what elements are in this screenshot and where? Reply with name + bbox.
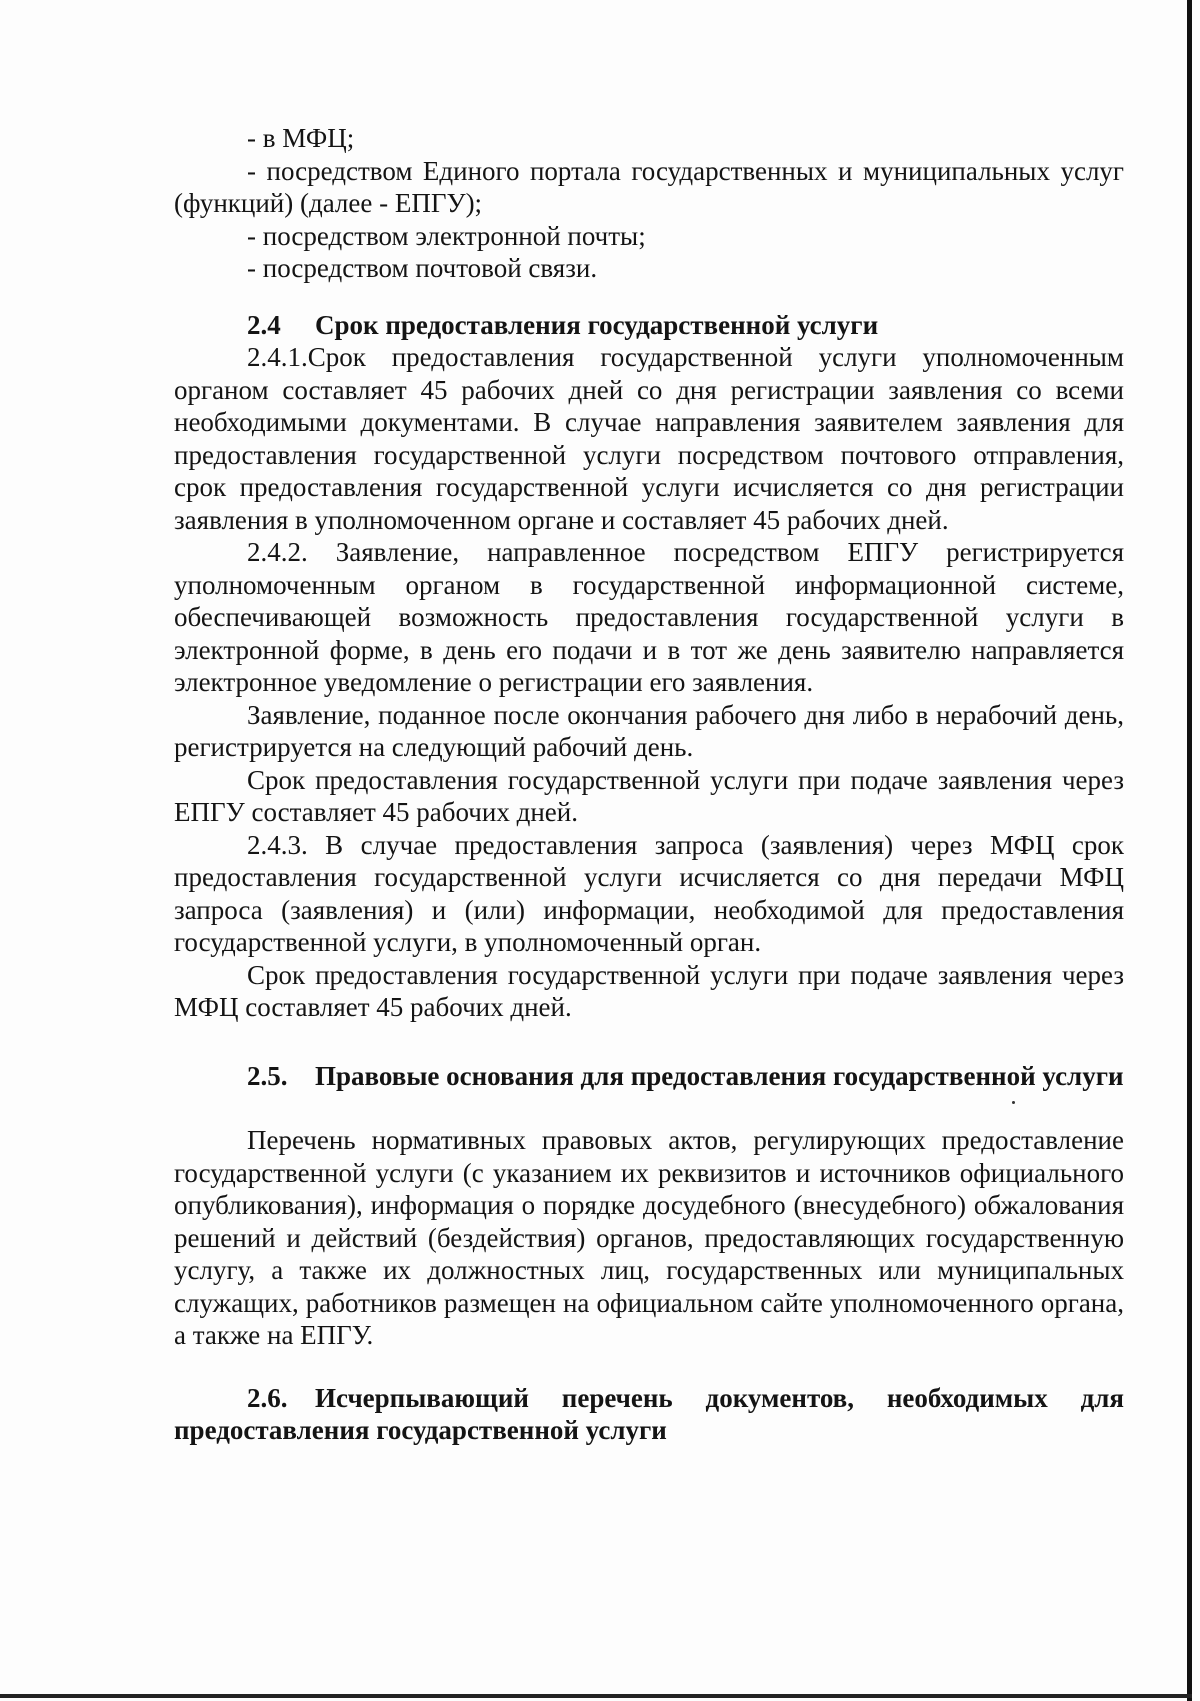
paragraph: 2.4.3. В случае предоставления запроса (заявления) через МФЦ срок предоставления государственной услуги исчисляется со дня передачи МФЦ запроса (заявления) и (или) информации, необходимой для предоставления государственной услуги, в уполномоченный орган. <box>174 829 1124 957</box>
section-title: Исчерпывающий перечень документов, необходимых для предоставления государственной услуги <box>174 1382 1124 1445</box>
section-heading-2-4 <box>174 309 1124 342</box>
section-heading-2-6 <box>174 1382 1124 1447</box>
paragraph: Заявление, поданное после окончания рабочего дня либо в нерабочий день, регистрируется на следующий рабочий день. <box>174 699 1124 762</box>
section-number: 2.5. <box>247 1060 288 1091</box>
section-title: Срок предоставления государственной услуги <box>315 309 879 340</box>
list-item: - посредством электронной почты; <box>247 220 646 251</box>
list-item: - в МФЦ; <box>247 123 355 153</box>
document-body <box>174 122 1124 1447</box>
list-item: - посредством почтовой связи. <box>247 253 598 283</box>
paragraph: Срок предоставления государственной услуги при подаче заявления через ЕПГУ составляет 45 рабочих дней. <box>174 764 1124 827</box>
scan-edge-bottom <box>0 1694 1192 1698</box>
paragraph: 2.4.2. Заявление, направленное посредством ЕПГУ регистрируется уполномоченным органом в государственной информационной системе, обеспечивающей возможность предоставления государственной услуги в электронной форме, в день его подачи и в тот же день заявителю направляется электронное уведомление о регистрации его заявления. <box>174 537 1124 697</box>
section-number: 2.6. <box>247 1382 288 1413</box>
list-item: - посредством Единого портала государственных и муниципальных услуг (функций) (далее - ЕПГУ); <box>174 155 1124 218</box>
paragraph: Срок предоставления государственной услуги при подаче заявления через МФЦ составляет 45 рабочих дней. <box>174 959 1124 1022</box>
section-title: Правовые основания для предоставления государственной услуги <box>315 1060 1124 1091</box>
section-number: 2.4 <box>247 309 281 340</box>
section-heading-2-5 <box>174 1060 1124 1093</box>
scan-edge-right <box>1187 0 1192 1701</box>
paragraph: Перечень нормативных правовых актов, регулирующих предоставление государственной услуги (с указанием их реквизитов и источников официального опубликования), информация о порядке досудебного (внесудебного) обжалования решений и действий (бездействия) органов, предоставляющих государственную услугу, а также их должностных лиц, государственных или муниципальных служащих, работников размещен на официальном сайте уполномоченного органа, а также на ЕПГУ. <box>174 1125 1124 1350</box>
paragraph: 2.4.1.Срок предоставления государственной услуги уполномоченным органом составляет 45 рабочих дней со дня регистрации заявления со всеми необходимыми документами. В случае направления заявителем заявления для предоставления государственной услуги посредством почтового отправления, срок предоставления государственной услуги исчисляется со дня регистрации заявления в уполномоченном органе и составляет 45 рабочих дней. <box>174 342 1124 535</box>
